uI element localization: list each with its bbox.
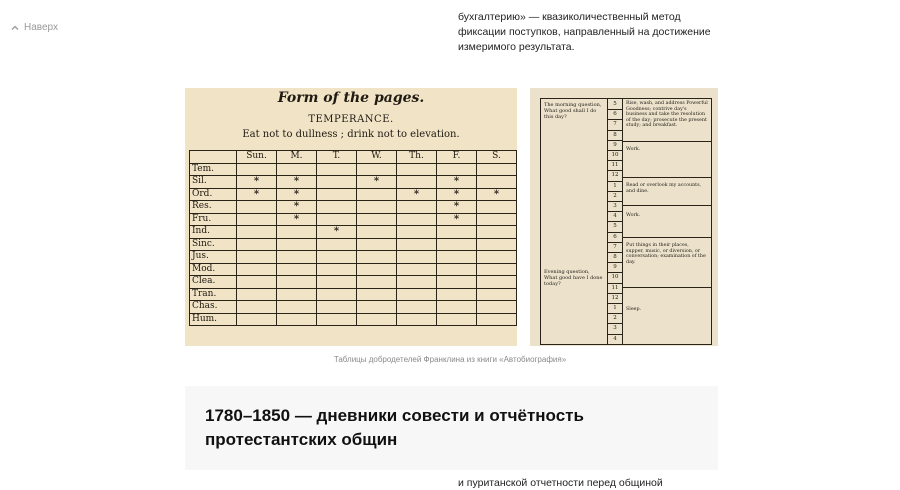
virtue-mark-cell (477, 288, 517, 301)
virtue-mark-cell (237, 263, 277, 276)
virtue-mark-cell (397, 163, 437, 176)
activity-work-afternoon: Work. (626, 213, 641, 218)
virtue-mark-cell (357, 251, 397, 264)
virtue-row (190, 263, 517, 276)
virtue-mark-cell (437, 313, 477, 326)
virtue-mark-cell (437, 251, 477, 264)
hour-cell: 8 (608, 252, 622, 263)
activity-noon: Read or overlook my accounts, and dine. (626, 183, 702, 194)
virtue-label: Chas. (190, 301, 237, 314)
virtue-mark-cell (237, 276, 277, 289)
virtue-mark-cell (357, 288, 397, 301)
virtue-mark-cell (317, 213, 357, 226)
virtue-mark-cell (437, 301, 477, 314)
virtue-mark-cell (397, 251, 437, 264)
virtue-label: Fru. (190, 213, 237, 226)
virtue-mark-cell: * (277, 213, 317, 226)
virtue-mark-cell: * (277, 188, 317, 201)
day-header: S. (477, 151, 517, 164)
virtue-mark-cell (397, 276, 437, 289)
virtue-mark-cell (277, 238, 317, 251)
hour-cell: 11 (608, 160, 622, 171)
virtue-mark-cell (477, 201, 517, 214)
virtue-mark-cell (317, 176, 357, 189)
virtue-mark-cell (477, 263, 517, 276)
back-to-top-link[interactable] (10, 22, 58, 33)
day-header (190, 151, 237, 164)
virtue-mark-cell: * (237, 188, 277, 201)
virtue-mark-cell: * (277, 176, 317, 189)
figure-caption: Таблицы добродетелей Франклина из книги «Автобиография» (333, 355, 567, 364)
virtue-mark-cell: * (237, 176, 277, 189)
hour-cell: 9 (608, 140, 622, 151)
virtue-mark-cell: * (477, 188, 517, 201)
virtue-mark-cell (237, 313, 277, 326)
hour-cell: 5 (608, 99, 622, 110)
day-header: T. (317, 151, 357, 164)
virtue-label: Tem. (190, 163, 237, 176)
virtue-label: Mod. (190, 263, 237, 276)
hour-cell: 3 (608, 323, 622, 334)
virtue-mark-cell: * (437, 201, 477, 214)
virtue-row (190, 226, 517, 239)
activity-sleep: Sleep. (626, 307, 642, 312)
hour-cell: 12 (608, 170, 622, 181)
virtue-mark-cell (317, 238, 357, 251)
hour-cell: 5 (608, 221, 622, 232)
virtue-mark-cell: * (277, 201, 317, 214)
hour-cell: 7 (608, 242, 622, 253)
virtue-row (190, 213, 517, 226)
virtue-row (190, 238, 517, 251)
virtue-mark-cell (437, 226, 477, 239)
virtue-label: Ord. (190, 188, 237, 201)
virtue-mark-cell (317, 276, 357, 289)
virtue-mark-cell (477, 301, 517, 314)
virtue-mark-cell (437, 238, 477, 251)
virtue-mark-cell (357, 188, 397, 201)
hour-cell: 4 (608, 334, 622, 345)
questions-column (541, 99, 608, 344)
virtue-mark-cell (317, 188, 357, 201)
virtue-mark-cell: * (437, 176, 477, 189)
virtue-row (190, 276, 517, 289)
hour-cell: 6 (608, 109, 622, 120)
hour-cell: 8 (608, 130, 622, 141)
day-header: Th. (397, 151, 437, 164)
hour-cell: 2 (608, 191, 622, 202)
heading-line: 1780–1850 — дневники совести и отчётность (205, 406, 584, 425)
virtue-mark-cell (477, 226, 517, 239)
schedule-table (540, 98, 712, 345)
virtue-mark-cell (477, 251, 517, 264)
paragraph-line: бухгалтерию» — квазиколичественный метод (458, 11, 681, 23)
virtue-mark-cell (397, 288, 437, 301)
virtue-mark-cell (437, 263, 477, 276)
virtue-label: Sil. (190, 176, 237, 189)
evening-question: Evening question, What good have I done today? (544, 269, 603, 287)
virtue-mark-cell (317, 263, 357, 276)
virtue-mark-cell (317, 201, 357, 214)
paragraph-bottom: и пуританской отчетности перед общиной (458, 477, 663, 489)
virtue-label: Ind. (190, 226, 237, 239)
activity-work: Work. (626, 147, 641, 152)
activity-evening: Put things in their places, supper, music, or diversion, or conversation; examination of the day. (626, 243, 706, 265)
virtue-mark-cell (397, 263, 437, 276)
day-header: F. (437, 151, 477, 164)
hour-cell: 1 (608, 181, 622, 192)
virtue-mark-cell (237, 213, 277, 226)
hour-cell: 1 (608, 303, 622, 314)
virtue-name: TEMPERANCE. (308, 114, 394, 125)
form-title: Form of the pages. (277, 90, 425, 106)
day-header: W. (357, 151, 397, 164)
section-heading-block (185, 386, 718, 470)
virtue-mark-cell (397, 213, 437, 226)
virtue-label: Jus. (190, 251, 237, 264)
virtue-mark-cell (317, 251, 357, 264)
virtue-mark-cell: * (317, 226, 357, 239)
hour-cell: 4 (608, 211, 622, 222)
virtue-mark-cell (277, 163, 317, 176)
virtue-mark-cell (357, 301, 397, 314)
virtue-mark-cell (477, 176, 517, 189)
virtue-mark-cell (277, 276, 317, 289)
back-to-top-label: Наверх (24, 22, 58, 33)
virtue-mark-cell (317, 163, 357, 176)
virtue-mark-cell (277, 251, 317, 264)
paragraph-line: измеримого результата. (458, 41, 575, 53)
virtue-mark-cell (277, 263, 317, 276)
virtue-label: Res. (190, 201, 237, 214)
virtue-mark-cell (357, 201, 397, 214)
virtue-mark-cell (357, 263, 397, 276)
heading-line: протестантских общин (205, 430, 398, 449)
activity-morning: Rise, wash, and address Powerful Goodness; contrive day's business and take the resolution of the day; prosecute the present study; and breakfast. (626, 101, 708, 128)
virtue-mark-cell (277, 313, 317, 326)
paragraph-top (458, 10, 718, 55)
virtue-mark-cell (357, 226, 397, 239)
virtue-mark-cell (397, 238, 437, 251)
virtue-precept: Eat not to dullness ; drink not to elevation. (242, 129, 460, 140)
hour-cell: 10 (608, 272, 622, 283)
daily-schedule-scan (530, 88, 718, 346)
virtue-mark-cell (277, 226, 317, 239)
virtue-mark-cell (477, 276, 517, 289)
virtue-mark-cell (237, 226, 277, 239)
virtue-mark-cell (317, 301, 357, 314)
virtue-chart-scan (185, 88, 517, 346)
virtue-mark-cell (437, 276, 477, 289)
virtue-mark-cell (237, 251, 277, 264)
virtue-grid (189, 150, 517, 326)
virtue-mark-cell (237, 238, 277, 251)
day-header: M. (277, 151, 317, 164)
virtue-mark-cell: * (437, 213, 477, 226)
virtue-mark-cell (477, 313, 517, 326)
virtue-mark-cell (357, 238, 397, 251)
morning-question: The morning question, What good shall I do this day? (544, 102, 602, 120)
virtue-mark-cell (357, 276, 397, 289)
section-heading (205, 404, 705, 452)
divider (623, 177, 711, 178)
virtue-mark-cell (477, 163, 517, 176)
hour-cell: 3 (608, 201, 622, 212)
virtue-mark-cell (237, 201, 277, 214)
virtue-mark-cell: * (437, 188, 477, 201)
virtue-mark-cell (317, 288, 357, 301)
hour-cell: 12 (608, 293, 622, 304)
virtue-mark-cell (357, 313, 397, 326)
hour-cell: 10 (608, 150, 622, 161)
hour-cell: 7 (608, 119, 622, 130)
divider (623, 287, 711, 288)
hours-column (608, 99, 623, 344)
virtue-mark-cell (397, 201, 437, 214)
virtue-row (190, 176, 517, 189)
day-header: Sun. (237, 151, 277, 164)
virtue-row (190, 301, 517, 314)
virtue-row (190, 201, 517, 214)
divider (623, 237, 711, 238)
divider (623, 205, 711, 206)
virtue-mark-cell (277, 288, 317, 301)
virtue-mark-cell (397, 301, 437, 314)
virtue-mark-cell (237, 301, 277, 314)
virtue-mark-cell (397, 313, 437, 326)
virtue-mark-cell: * (397, 188, 437, 201)
virtue-mark-cell (397, 176, 437, 189)
virtue-mark-cell (277, 301, 317, 314)
virtue-mark-cell (357, 163, 397, 176)
virtue-mark-cell (477, 213, 517, 226)
virtue-label: Hum. (190, 313, 237, 326)
virtue-mark-cell (477, 238, 517, 251)
virtue-row (190, 251, 517, 264)
virtue-mark-cell (357, 213, 397, 226)
virtue-row (190, 188, 517, 201)
paragraph-line: фиксации поступков, направленный на достижение (458, 26, 711, 38)
virtue-mark-cell (317, 313, 357, 326)
virtue-row (190, 313, 517, 326)
virtue-label: Tran. (190, 288, 237, 301)
hour-cell: 11 (608, 283, 622, 294)
virtue-row (190, 288, 517, 301)
divider (623, 141, 711, 142)
hour-cell: 6 (608, 232, 622, 243)
virtue-label: Clea. (190, 276, 237, 289)
hour-cell: 9 (608, 262, 622, 273)
virtue-mark-cell: * (357, 176, 397, 189)
chevron-up-icon (10, 23, 20, 33)
virtue-mark-cell (437, 163, 477, 176)
virtue-mark-cell (397, 226, 437, 239)
hour-cell: 2 (608, 313, 622, 324)
virtue-label: Sinc. (190, 238, 237, 251)
virtue-mark-cell (237, 288, 277, 301)
virtue-mark-cell (437, 288, 477, 301)
virtue-row (190, 163, 517, 176)
virtue-mark-cell (237, 163, 277, 176)
